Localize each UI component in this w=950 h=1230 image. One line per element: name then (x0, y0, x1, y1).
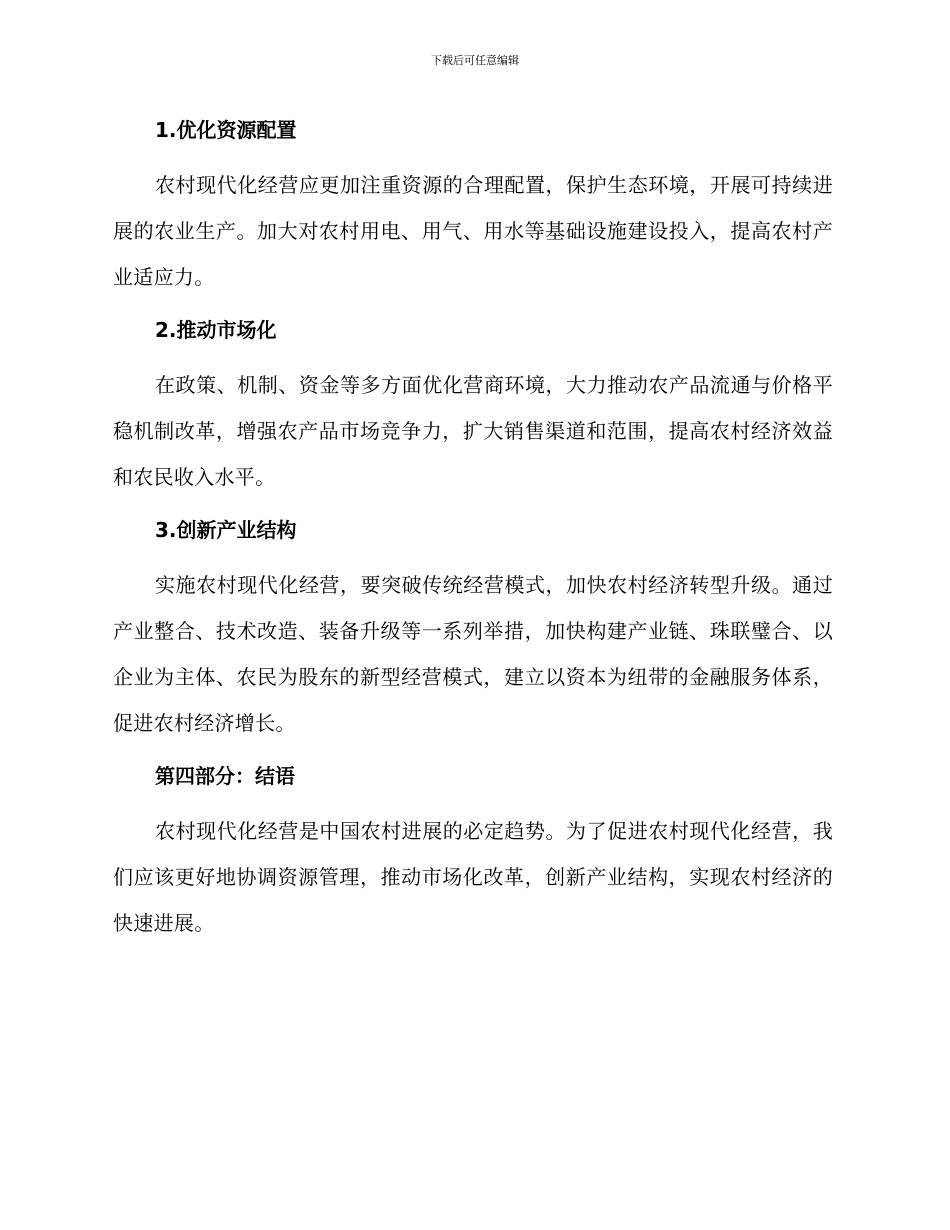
page-header: 下载后可任意编辑 (431, 54, 519, 67)
section-paragraph-resource-allocation: 农村现代化经营应更加注重资源的合理配置，保护生态环境，开展可持续进展的农业生产。加大对农村用电、用气、用水等基础设施建设投入，提高农村产业适应力。 (113, 173, 833, 289)
section-heading-marketization: 2.推动市场化 (155, 318, 277, 342)
section-paragraph-conclusion: 农村现代化经营是中国农村进展的必定趋势。为了促进农村现代化经营，我们应该更好地协调资源管理，推动市场化改革，创新产业结构，实现农村经济的快速进展。 (113, 819, 833, 935)
section-heading-resource-allocation: 1.优化资源配置 (155, 118, 297, 142)
section-paragraph-marketization: 在政策、机制、资金等多方面优化营商环境，大力推动农产品流通与价格平稳机制改革，增强农产品市场竞争力，扩大销售渠道和范围，提高农村经济效益和农民收入水平。 (113, 373, 833, 489)
section-heading-industry-structure: 3.创新产业结构 (155, 518, 297, 542)
document-body (113, 110, 833, 946)
section-heading-conclusion: 第四部分：结语 (155, 764, 295, 788)
section-paragraph-industry-structure: 实施农村现代化经营，要突破传统经营模式，加快农村经济转型升级。通过产业整合、技术改造、装备升级等一系列举措，加快构建产业链、珠联璧合、以企业为主体、农民为股东的新型经营模式，建立以资本为纽带的金融服务体系，促进农村经济增长。 (113, 573, 833, 735)
